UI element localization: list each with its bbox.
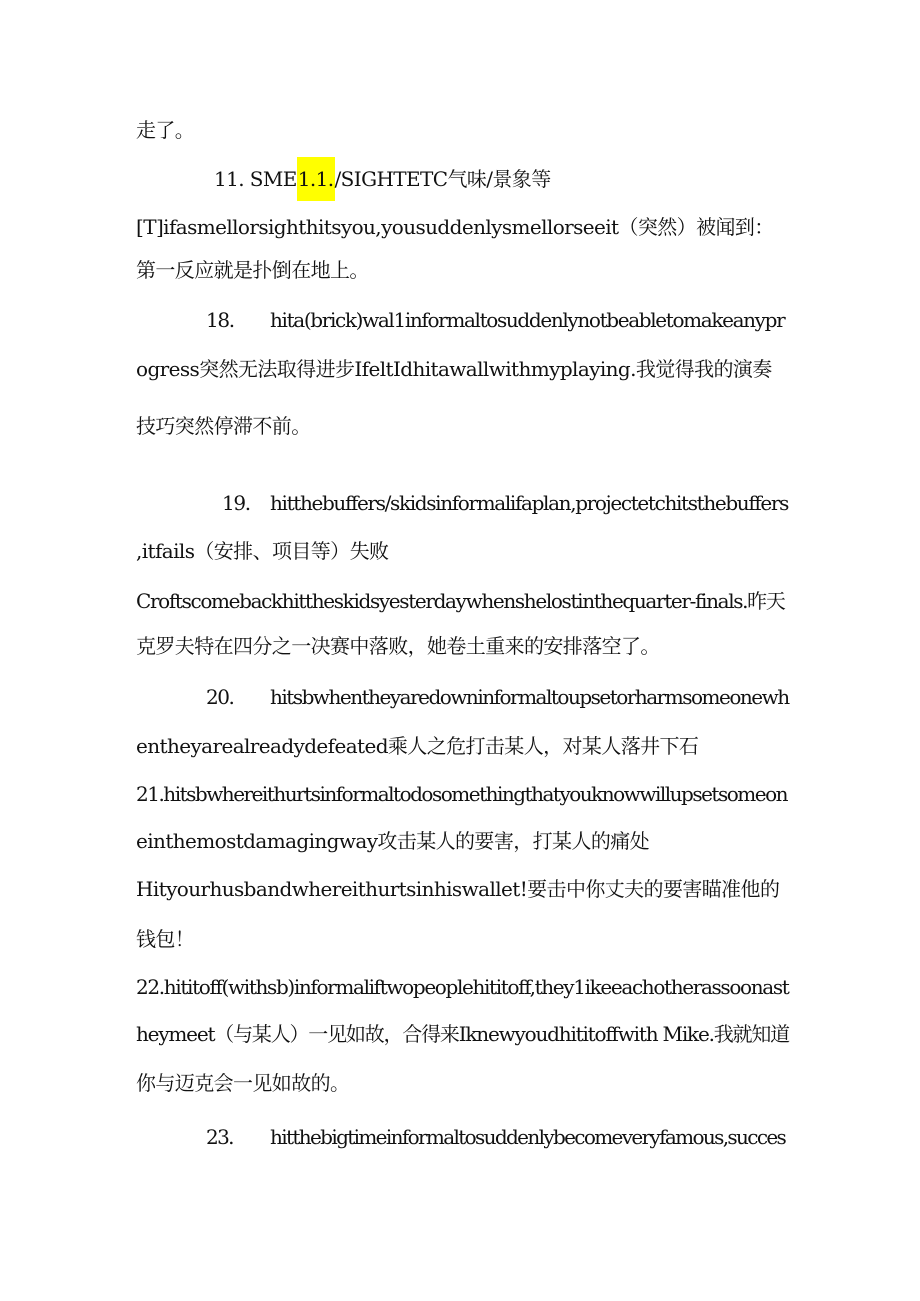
- entry-number: 23.: [206, 1125, 233, 1149]
- text-line: 你与迈克会一见如故的。: [136, 1071, 350, 1095]
- text-line: 第一反应就是扑倒在地上。: [136, 258, 369, 282]
- text-line: 钱包！: [136, 927, 195, 951]
- text-line: entheyarealreadydefeated乘人之危打击某人，对某人落井下石: [136, 734, 699, 758]
- text-line: ,itfails（安排、项目等）失败: [136, 539, 389, 563]
- text-line: ogress突然无法取得进步IfeltIdhitawallwithmyplaying.我觉得我的演奏: [136, 357, 772, 381]
- text-line: 技巧突然停滞不前。: [136, 414, 311, 438]
- entry-21-heading: 21.hitsbwhereithurtsinformaltodosomethingthatyouknowwillupsetsomeon: [136, 782, 787, 806]
- entry-18-heading: 18. hita(brick)wal1informaltosuddenlynotbeabletomakeanypr: [206, 308, 785, 332]
- entry-20-heading: 20. hitsbwhentheyaredowninformaltoupsetorharmsomeonewh: [206, 685, 789, 709]
- entry-22-heading: 22.hititoff(withsb)informaliftwopeoplehititoff,they1ikeeachotherassoonast: [136, 975, 789, 999]
- text-line: 克罗夫特在四分之一决赛中落败，她卷土重来的安排落空了。: [136, 634, 660, 658]
- entry-number: 11.: [214, 167, 245, 191]
- entry-11-heading: 11. SME1.1./SIGHTETC气味/景象等: [214, 166, 551, 192]
- entry-number: 18.: [206, 308, 234, 332]
- text-line: Hityourhusbandwhereithurtsinhiswallet!要击中你丈夫的要害瞄准他的: [136, 877, 780, 901]
- entry-number: 19.: [222, 491, 250, 515]
- entry-number: 20.: [206, 685, 234, 709]
- text-line: [T]ifasmellorsighthitsyou,yousuddenlysmellorseeit（突然）被闻到：: [136, 215, 774, 239]
- text-line: Croftscomebackhittheskidsyesterdaywhenshelostinthequarter-finals.昨天: [136, 589, 785, 613]
- text-line: heymeet（与某人）一见如故，合得来Iknewyoudhititoffwith Mike.我就知道: [136, 1022, 789, 1046]
- entry-19-heading: 19. hitthebuffers/skidsinformalifaplan,projectetchitsthebuffers: [222, 491, 789, 515]
- highlighted-text: 1.1.: [297, 157, 335, 201]
- entry-23-heading: 23. hitthebigtimeinformaltosuddenlybecomeveryfamous,succes: [206, 1125, 786, 1149]
- text-line: einthemostdamagingway攻击某人的要害，打某人的痛处: [136, 829, 650, 853]
- text-line: 走了。: [136, 118, 195, 142]
